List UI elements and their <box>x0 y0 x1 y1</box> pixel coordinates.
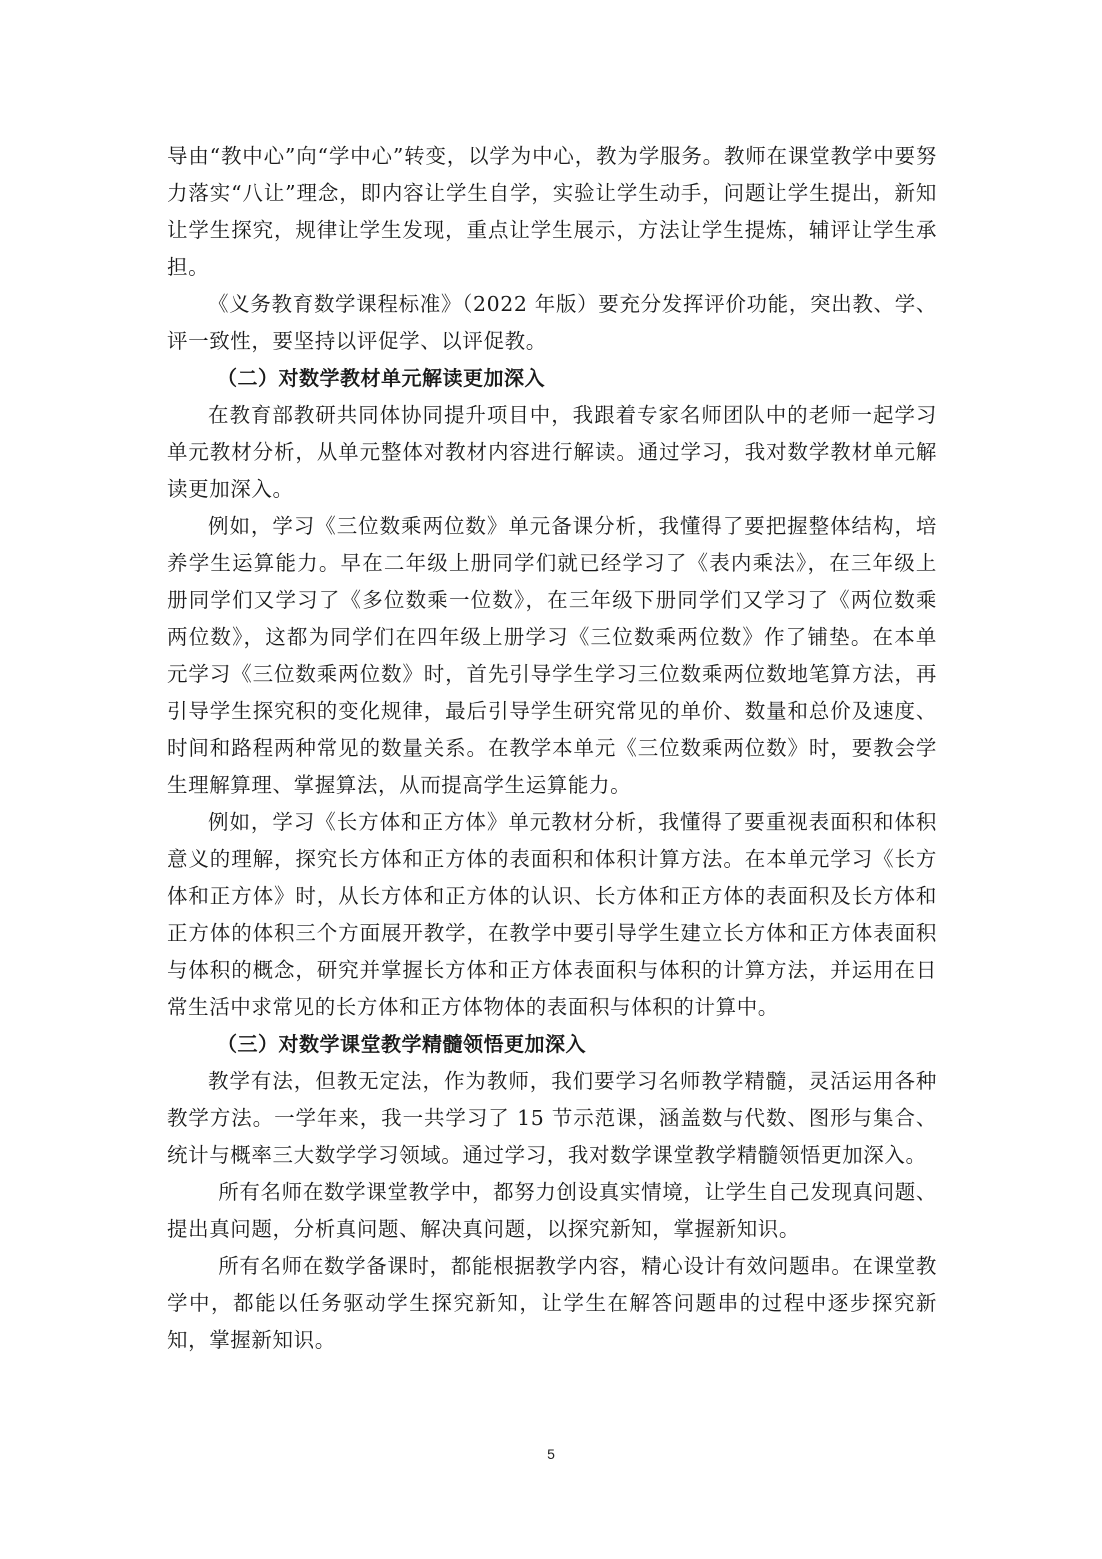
page-number: 5 <box>547 1446 555 1462</box>
paragraph: 所有名师在数学备课时，都能根据教学内容，精心设计有效问题串。在课堂教学中，都能以任务驱动学生探究新知，让学生在解答问题串的过程中逐步探究新知，掌握新知识。 <box>167 1254 937 1352</box>
paragraph: 《义务教育数学课程标准》（2022 年版）要充分发挥评价功能，突出教、学、评一致性，要坚持以评促学、以评促教。 <box>167 292 937 353</box>
paragraph: 导由“教中心”向“学中心”转变，以学为中心，教为学服务。教师在课堂教学中要努力落实“八让”理念，即内容让学生自学，实验让学生动手，问题让学生提出，新知让学生探究，规律让学生发现，重点让学生展示，方法让学生提炼，辅评让学生承担。 <box>167 144 937 279</box>
document-body <box>167 138 937 1359</box>
section-heading: （二）对数学教材单元解读更加深入 <box>217 366 545 390</box>
paragraph: 在教育部教研共同体协同提升项目中，我跟着专家名师团队中的老师一起学习单元教材分析，从单元整体对教材内容进行解读。通过学习，我对数学教材单元解读更加深入。 <box>167 403 937 501</box>
section-heading: （三）对数学课堂教学精髓领悟更加深入 <box>217 1032 586 1056</box>
paragraph: 教学有法，但教无定法，作为教师，我们要学习名师教学精髓，灵活运用各种教学方法。一学年来，我一共学习了 15 节示范课，涵盖数与代数、图形与集合、统计与概率三大数学学习领域。通过学习，我对数学课堂教学精髓领悟更加深入。 <box>167 1069 937 1167</box>
paragraph: 所有名师在数学课堂教学中，都努力创设真实情境，让学生自己发现真问题、提出真问题，分析真问题、解决真问题，以探究新知，掌握新知识。 <box>167 1180 937 1241</box>
paragraph: 例如，学习《三位数乘两位数》单元备课分析，我懂得了要把握整体结构，培养学生运算能力。早在二年级上册同学们就已经学习了《表内乘法》，在三年级上册同学们又学习了《多位数乘一位数》，在三年级下册同学们又学习了《两位数乘两位数》，这都为同学们在四年级上册学习《三位数乘两位数》作了铺垫。在本单元学习《三位数乘两位数》时，首先引导学生学习三位数乘两位数地笔算方法，再引导学生探究积的变化规律，最后引导学生研究常见的单价、数量和总价及速度、时间和路程两种常见的数量关系。在教学本单元《三位数乘两位数》时，要教会学生理解算理、掌握算法，从而提高学生运算能力。 <box>167 514 937 797</box>
paragraph: 例如，学习《长方体和正方体》单元教材分析，我懂得了要重视表面积和体积意义的理解，探究长方体和正方体的表面积和体积计算方法。在本单元学习《长方体和正方体》时，从长方体和正方体的认识、长方体和正方体的表面积及长方体和正方体的体积三个方面展开教学，在教学中要引导学生建立长方体和正方体表面积与体积的概念，研究并掌握长方体和正方体表面积与体积的计算方法，并运用在日常生活中求常见的长方体和正方体物体的表面积与体积的计算中。 <box>167 810 937 1019</box>
